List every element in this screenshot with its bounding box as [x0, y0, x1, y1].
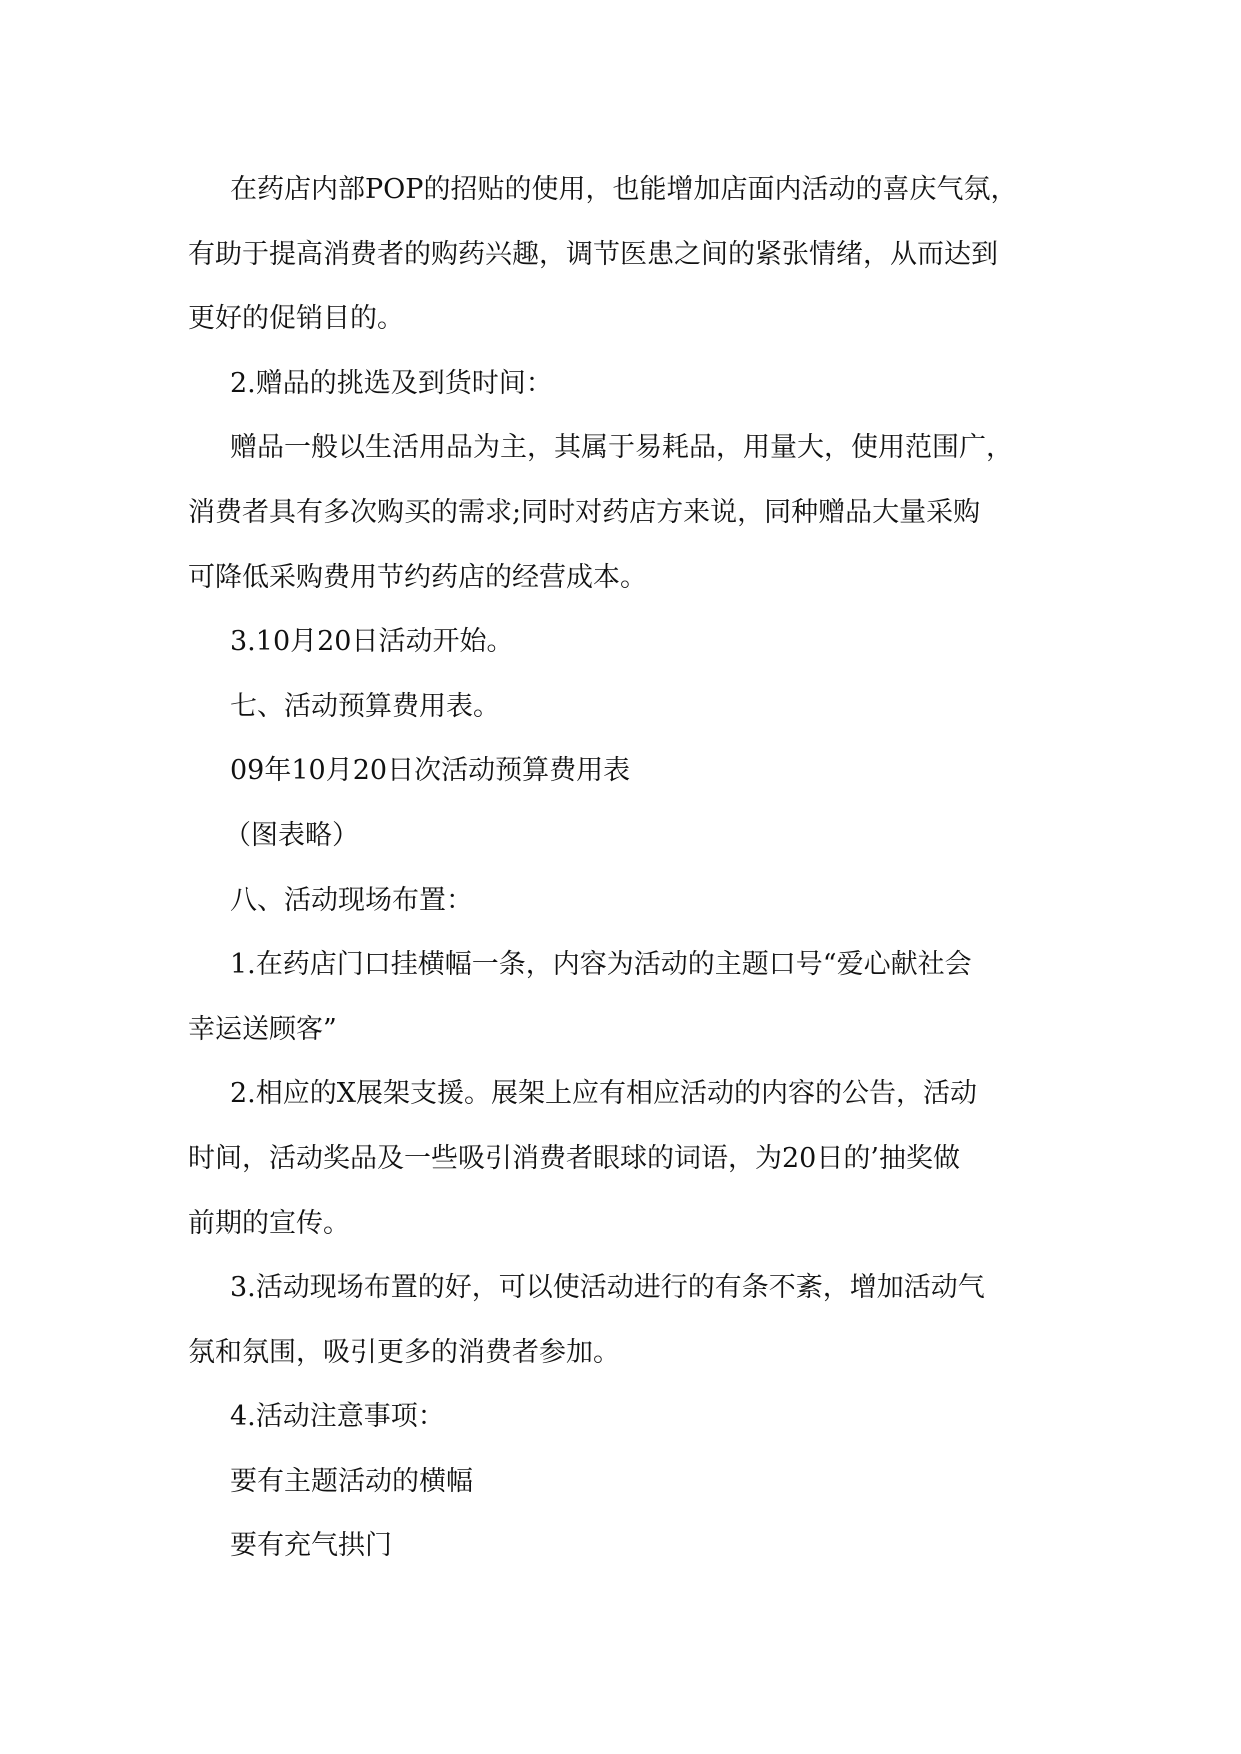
section-item-heading: 3.10月20日活动开始。: [230, 626, 514, 658]
paragraph-line: 幸运送顾客”: [188, 1013, 337, 1045]
paragraph-line: 更好的促销目的。: [188, 303, 404, 335]
list-item: 要有充气拱门: [230, 1530, 392, 1562]
paragraph-line: 赠品一般以生活用品为主，其属于易耗品，用量大，使用范围广，: [230, 432, 1013, 464]
paragraph-line: 可降低采购费用节约药店的经营成本。: [188, 561, 647, 593]
section-item-heading: 2.赠品的挑选及到货时间：: [230, 367, 553, 399]
paragraph-line: 前期的宣传。: [188, 1207, 350, 1239]
paragraph-line: 3.活动现场布置的好，可以使活动进行的有条不紊，增加活动气: [230, 1272, 985, 1304]
section-heading: 七、活动预算费用表。: [230, 690, 500, 722]
section-item-heading: 4.活动注意事项：: [230, 1401, 445, 1433]
paragraph-line: 1.在药店门口挂横幅一条，内容为活动的主题口号“爱心献社会: [230, 949, 972, 981]
paragraph-line: 时间，活动奖品及一些吸引消费者眼球的词语，为20日的’抽奖做: [188, 1142, 960, 1174]
section-heading: 八、活动现场布置：: [230, 884, 473, 916]
paragraph-line: 氛和氛围，吸引更多的消费者参加。: [188, 1336, 620, 1368]
paragraph-line: 消费者具有多次购买的需求;同时对药店方来说，同种赠品大量采购: [188, 496, 981, 528]
chart-omitted-note: （图表略）: [224, 819, 359, 851]
paragraph-line: 有助于提高消费者的购药兴趣，调节医患之间的紧张情绪，从而达到: [188, 238, 998, 270]
table-caption: 09年10月20日次活动预算费用表: [230, 755, 631, 787]
paragraph-line: 在药店内部POP的招贴的使用，也能增加店面内活动的喜庆气氛，: [230, 174, 1018, 205]
list-item: 要有主题活动的横幅: [230, 1465, 473, 1497]
paragraph-line: 2.相应的X展架支援。展架上应有相应活动的内容的公告，活动: [230, 1078, 977, 1110]
document-body: [188, 158, 1068, 1579]
